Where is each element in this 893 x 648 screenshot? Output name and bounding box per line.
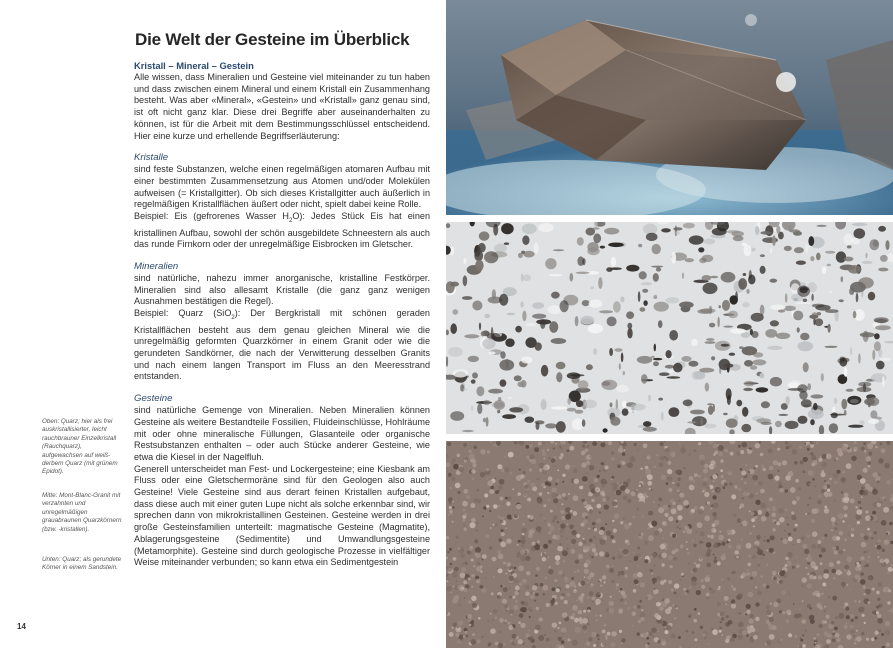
section-heading-intro: Kristall – Mineral – Gestein [134,60,254,71]
section-heading-gesteine: Gesteine [134,393,173,405]
intro-paragraph: Alle wissen, dass Mineralien und Gesteine viel miteinander zu tun haben und dass zwischen einem Mineral und einem Kristall ein Zusammenhang besteht. Was aber «Mineral», «Gestein» und «Kristall» ganz genau sind, ist oft nicht ganz klar. Diese drei Begriffe aber auseinanderhalten zu können, ist für die Arbeit mit dem Bestimmungsschlüssel entscheidend. Hier eine kurze und erhellende Begriffserläuterung: [134,72,430,141]
caption-middle: Mitte: Mont-Blanc-Granit mit verzahnten und unregelmäßigen grauabraunen Quarzkörnern (bzw. -kristallen). [42,492,122,533]
kristalle-paragraph: sind feste Substanzen, welche einen regelmäßigen atomaren Aufbau mit einer bestimmten Zusammensetzung aus Atomen und/oder Molekülen aufweisen (= Kristallgitter). Ob sich dieses Kristallgitter auch äußerlich in regelmäßigen Kristallflächen äußert oder nicht, spielt dabei keine Rolle. [134,164,430,210]
mineralien-paragraph: sind natürliche, nahezu immer anorganische, kristalline Festkörper. Mineralien sind also allesamt Kristalle (die ganz ganz wenigen Ausnahmen bestätigen die Regel). [134,272,430,307]
gesteine-paragraph-2: Generell unterscheidet man Fest- und Lockergesteine; eine Kiesbank am Fluss oder eine Gletschermoräne sind für den Geologen also auch Gesteine! Viele Gesteine sind aus derart feinen Kristallen aufgebaut, dass diese auch mit einer guten Lupe nicht als solche erkennbar sind, wir sprechen dann von mikrokristallinen Gesteinen. Gesteine werden in drei große Gesteinsfamilien unterteilt: magmatische Gesteine (Magmatite), Ablagerungsgesteine (Sedimentite) und Umwandlungsgesteine (Metamorphite). Gesteine sind durch geologische Prozesse in vielfältiger Weise miteinander verbunden; so kann etwa ein Sedimentgestein [134,463,430,568]
photo-column [446,0,893,648]
left-page [0,0,441,648]
sandstone-photo [446,441,893,648]
kristalle-example: Beispiel: Eis (gefrorenes Wasser $H_2O$): Jedes Stück Eis hat einen kristallinen Aufbau, sowohl der schön ausgebildete Schneestern als auch das runde Firnkorn oder der unregelmäßige Eisbrocken im Gletscher. [134,211,431,250]
page-number: 14 [17,622,26,631]
gesteine-paragraph-1: sind natürliche Gemenge von Mineralien. Neben Mineralien können Gesteine als weitere Bestandteile Fossilien, Fluideinschlüsse, Hohlräume mit oder ohne mineralische Füllungen, Glasanteile oder organische Restsubstanzen enthalten – oder auch Stücke anderer Gesteine, wie etwa die Kiesel in der Nagelfluh. [134,405,430,462]
section-heading-mineralien: Mineralien [134,260,179,272]
mineralien-example: Beispiel: Quarz (SiO$_2$): Der Bergkristall mit schönen geraden Kristallflächen besteht aus dem genau gleichen Mineral wie die unregelmäßig geformten Quarzkörner in einem Granit oder wie die gerundeten Sandkörner, die nach der Verwitterung desselben Granits und nach einem langen Transport im Fluss an den Meeresstrand entstanden. [134,308,430,382]
section-heading-kristalle: Kristalle [134,152,169,164]
caption-bottom: Unten: Quarz; als gerundete Körner in einem Sandstein. [42,556,122,572]
granite-photo [446,222,893,434]
body-text [134,60,430,569]
page-title: Die Welt der Gesteine im Überblick [135,30,410,49]
quartz-crystal-photo [446,0,893,215]
caption-top: Oben: Quarz; hier als frei auskristallisierter, leicht rauchbrauner Einzelkristall (Rauchquarz), aufgewachsen auf weiß-derbem Quarz (mit grünem Epidot). [42,418,118,476]
